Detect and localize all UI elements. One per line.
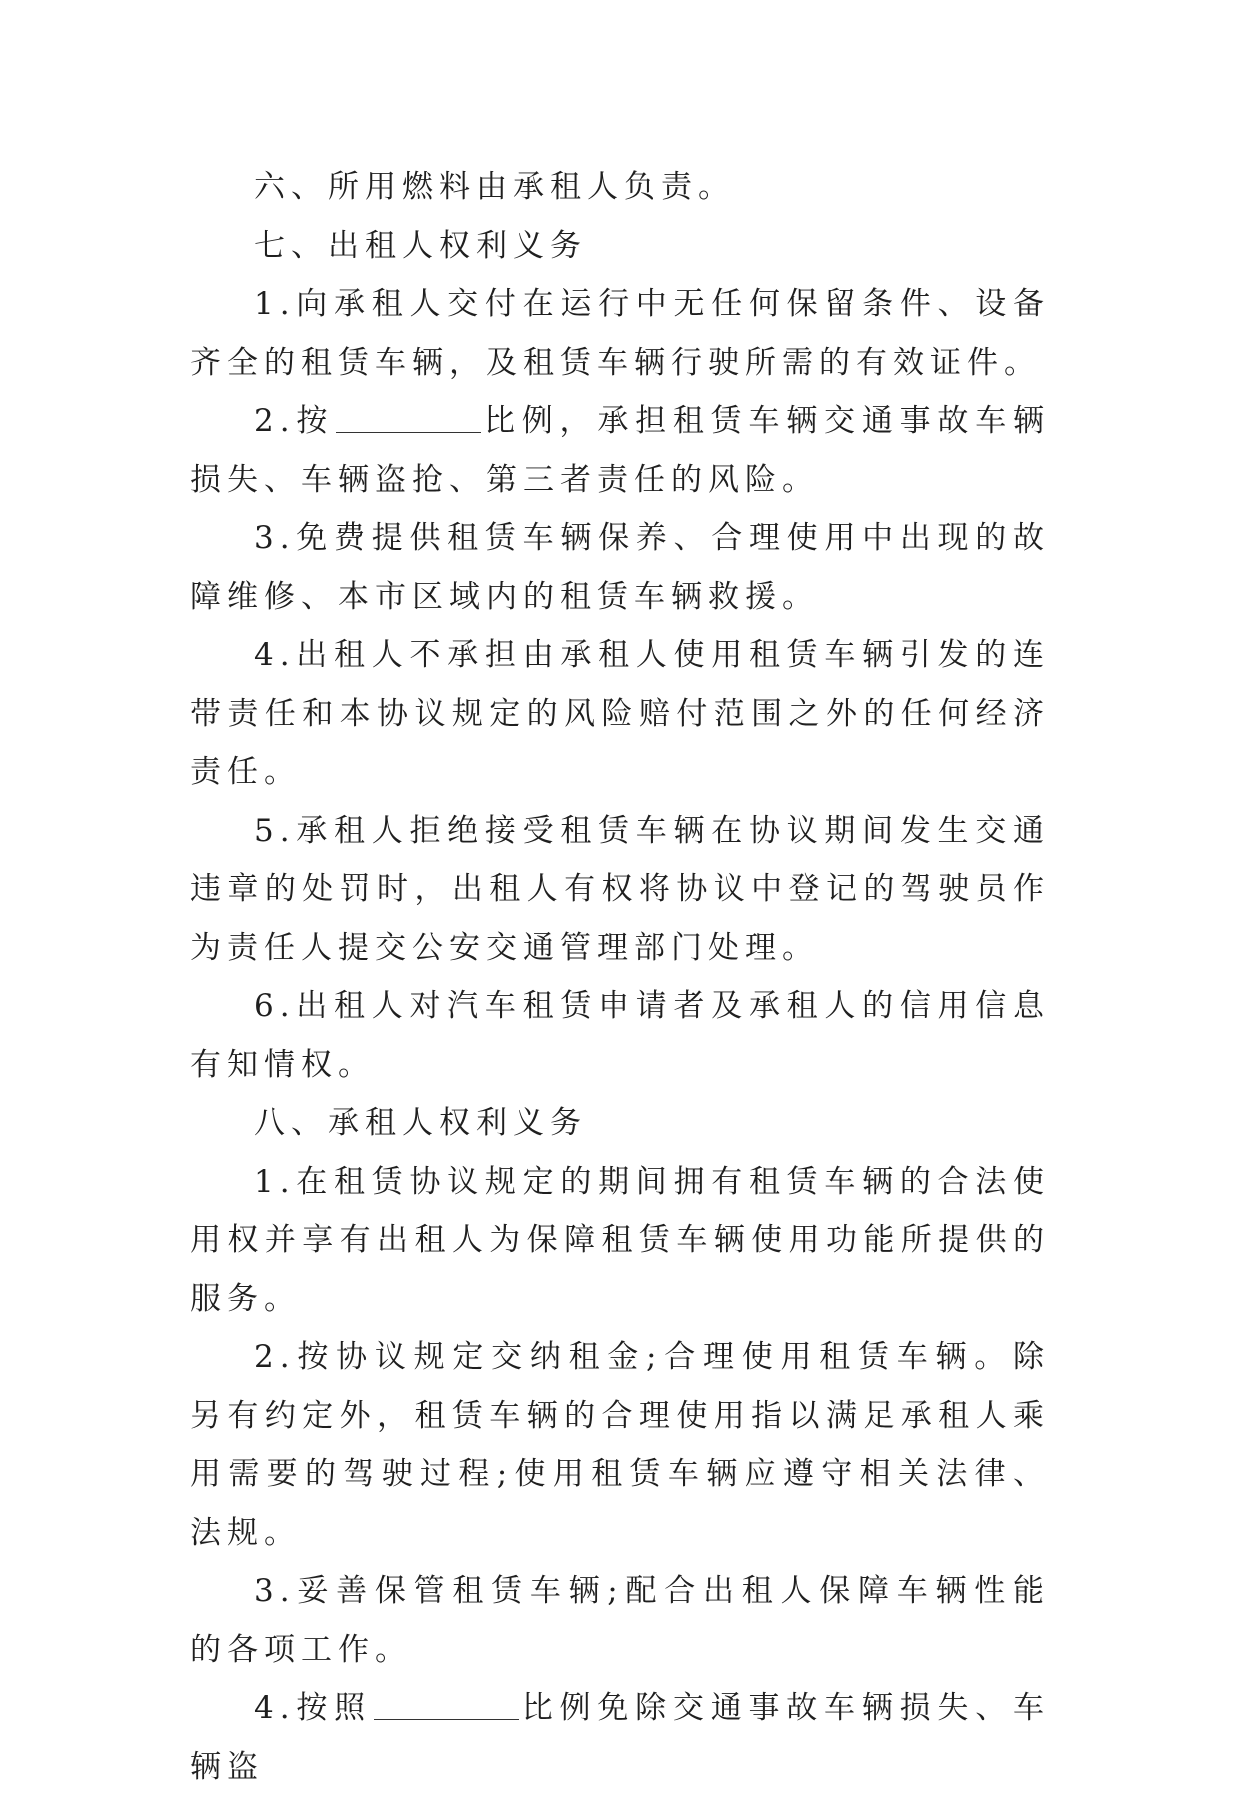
lessor-clause-2-start: 2.按 [254,403,335,439]
ratio-blank [336,402,481,433]
section-heading-lessee-rights: 八、承租人权利义务 [254,1105,587,1141]
lessor-clause-1: 1.向承租人交付在运行中无任何保留条件、设备齐全的租赁车辆，及租赁车辆行驶所需的有效证件。 [190,286,1050,381]
lessee-clause-2: 2.按协议规定交纳租金;合理使用租赁车辆。除另有约定外，租赁车辆的合理使用指以满足承租人乘用需要的驾驶过程;使用租赁车辆应遵守相关法律、法规。 [190,1339,1050,1551]
lessee-clause-3: 3.妥善保管租赁车辆;配合出租人保障车辆性能的各项工作。 [190,1573,1050,1668]
lessor-clause-4: 4.出租人不承担由承租人使用租赁车辆引发的连带责任和本协议规定的风险赔付范围之外的任何经济责任。 [190,637,1050,790]
lessee-clause-4-start: 4.按照 [254,1690,372,1726]
lessor-clause-2-end: 比例，承担租赁车辆交通事故车辆损失、车辆盗抢、第三者责任的风险。 [190,403,1050,498]
lessor-clause-2 [190,392,1050,509]
lessee-clause-1: 1.在租赁协议规定的期间拥有租赁车辆的合法使用权并享有出租人为保障租赁车辆使用功能所提供的服务。 [190,1163,1050,1317]
lessor-clause-5: 5.承租人拒绝接受租赁车辆在协议期间发生交通违章的处罚时，出租人有权将协议中登记的驾驶员作为责任人提交公安交通管理部门处理。 [190,812,1050,966]
lessee-clause-4 [190,1679,1050,1796]
document-body [190,158,1050,1796]
ratio-blank [374,1689,519,1720]
lessee-clause-4-end: 比例免除交通事故车辆损失、车辆盗 [190,1690,1051,1785]
section-heading-lessor-rights: 七、出租人权利义务 [254,227,587,264]
lessor-clause-3: 3.免费提供租赁车辆保养、合理使用中出现的故障维修、本市区域内的租赁车辆救援。 [190,520,1050,615]
lessor-clause-6: 6.出租人对汽车租赁申请者及承租人的信用信息有知情权。 [190,988,1050,1083]
section-heading-fuel: 六、所用燃料由承租人负责。 [254,169,735,205]
